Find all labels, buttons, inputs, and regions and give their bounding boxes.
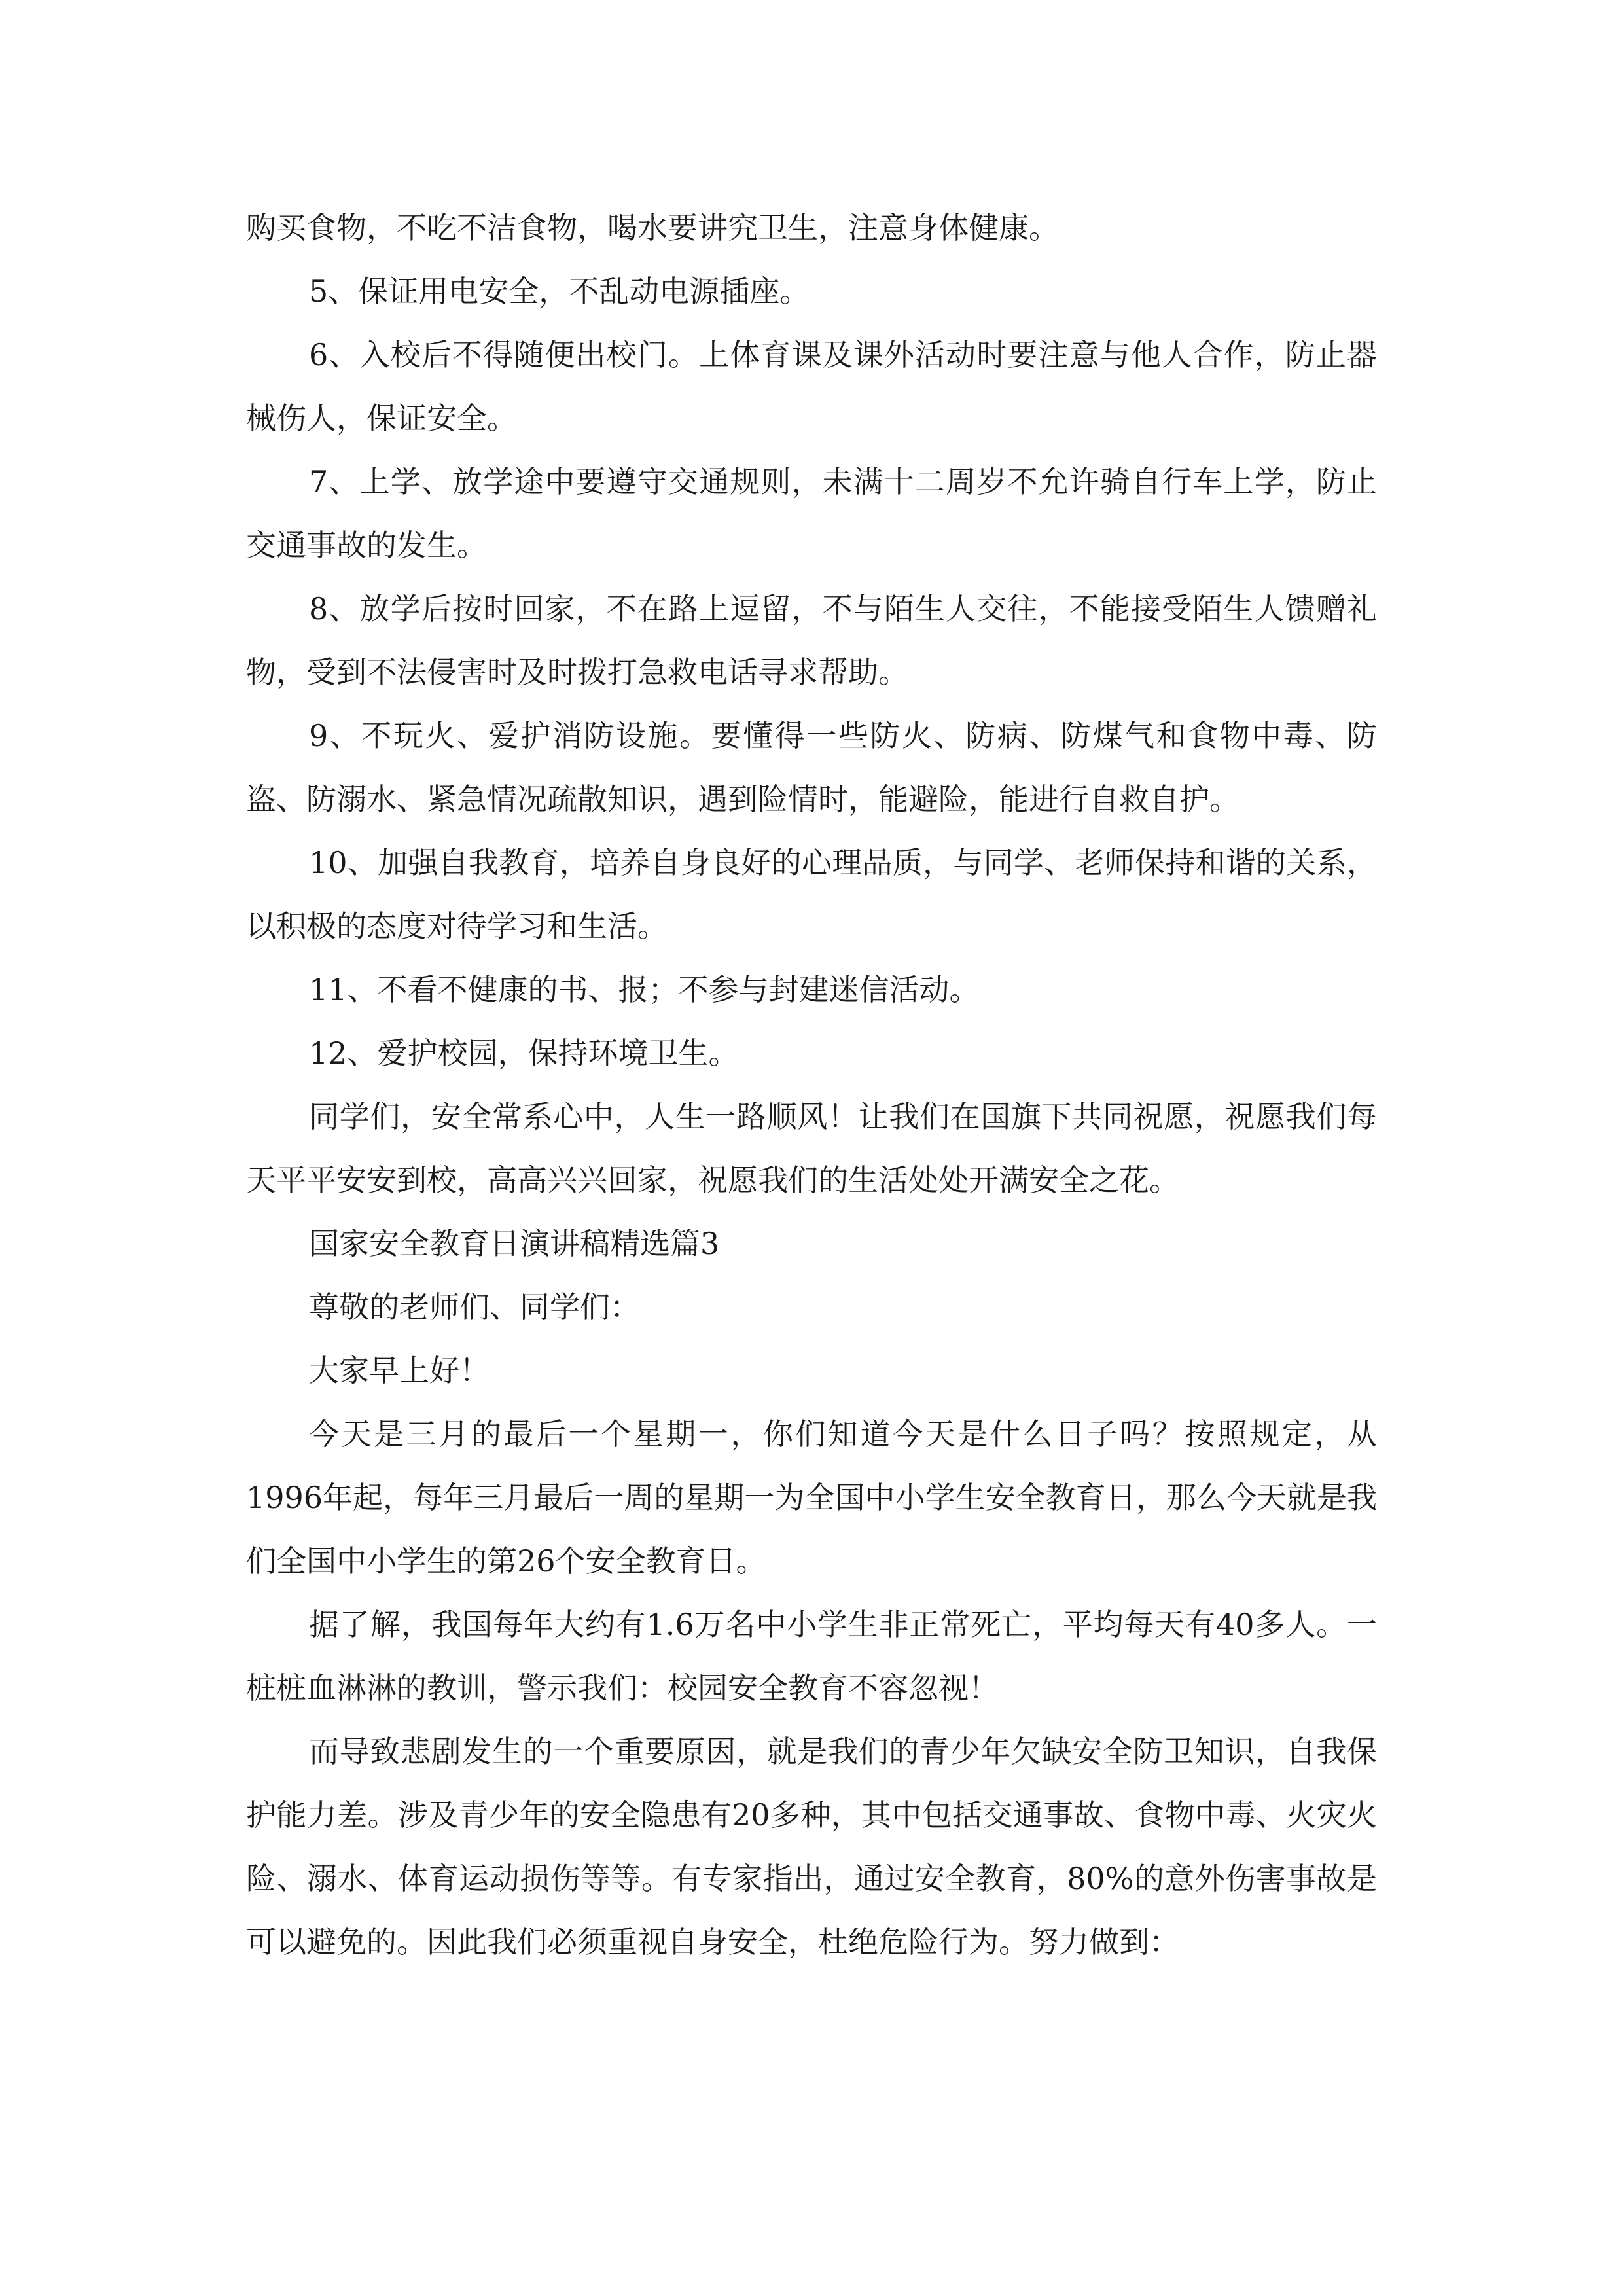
paragraph-item-6: 6、入校后不得随便出校门。上体育课及课外活动时要注意与他人合作，防止器械伤人，保证安全。 bbox=[246, 337, 1377, 436]
document-body bbox=[246, 196, 1377, 1974]
paragraph-closing: 同学们，安全常系心中，人生一路顺风！让我们在国旗下共同祝愿，祝愿我们每天平平安安到校，高高兴兴回家，祝愿我们的生活处处开满安全之花。 bbox=[246, 1099, 1377, 1198]
salutation: 尊敬的老师们、同学们： bbox=[309, 1289, 640, 1325]
paragraph-causes: 而导致悲剧发生的一个重要原因，就是我们的青少年欠缺安全防卫知识，自我保护能力差。涉及青少年的安全隐患有20多种，其中包括交通事故、食物中毒、火灾火险、溺水、体育运动损伤等等。有专家指出，通过安全教育，80%的意外伤害事故是可以避免的。因此我们必须重视自身安全，杜绝危险行为。努力做到： bbox=[246, 1734, 1377, 1960]
paragraph-statistics: 据了解，我国每年大约有1.6万名中小学生非正常死亡，平均每天有40多人。一桩桩血淋淋的教训，警示我们：校园安全教育不容忽视！ bbox=[246, 1607, 1377, 1706]
section-title: 国家安全教育日演讲稿精选篇3 bbox=[309, 1226, 720, 1261]
paragraph-item-8: 8、放学后按时回家，不在路上逗留，不与陌生人交往，不能接受陌生人馈赠礼物，受到不法侵害时及时拨打急救电话寻求帮助。 bbox=[246, 591, 1377, 690]
paragraph-item-10: 10、加强自我教育，培养自身良好的心理品质，与同学、老师保持和谐的关系，以积极的态度对待学习和生活。 bbox=[246, 845, 1377, 944]
greeting: 大家早上好！ bbox=[309, 1353, 490, 1388]
paragraph-continued: 购买食物，不吃不洁食物，喝水要讲究卫生，注意身体健康。 bbox=[246, 210, 1059, 245]
paragraph-item-12: 12、爱护校园，保持环境卫生。 bbox=[309, 1035, 739, 1071]
paragraph-item-11: 11、不看不健康的书、报；不参与封建迷信活动。 bbox=[309, 972, 980, 1007]
paragraph-item-7: 7、上学、放学途中要遵守交通规则，未满十二周岁不允许骑自行车上学，防止交通事故的发生。 bbox=[246, 464, 1377, 563]
paragraph-item-5: 5、保证用电安全，不乱动电源插座。 bbox=[309, 274, 810, 309]
paragraph-intro: 今天是三月的最后一个星期一，你们知道今天是什么日子吗？按照规定，从1996年起，每年三月最后一周的星期一为全国中小学生安全教育日，那么今天就是我们全国中小学生的第26个安全教育日。 bbox=[246, 1416, 1377, 1579]
paragraph-item-9: 9、不玩火、爱护消防设施。要懂得一些防火、防病、防煤气和食物中毒、防盗、防溺水、紧急情况疏散知识，遇到险情时，能避险，能进行自救自护。 bbox=[246, 718, 1377, 817]
